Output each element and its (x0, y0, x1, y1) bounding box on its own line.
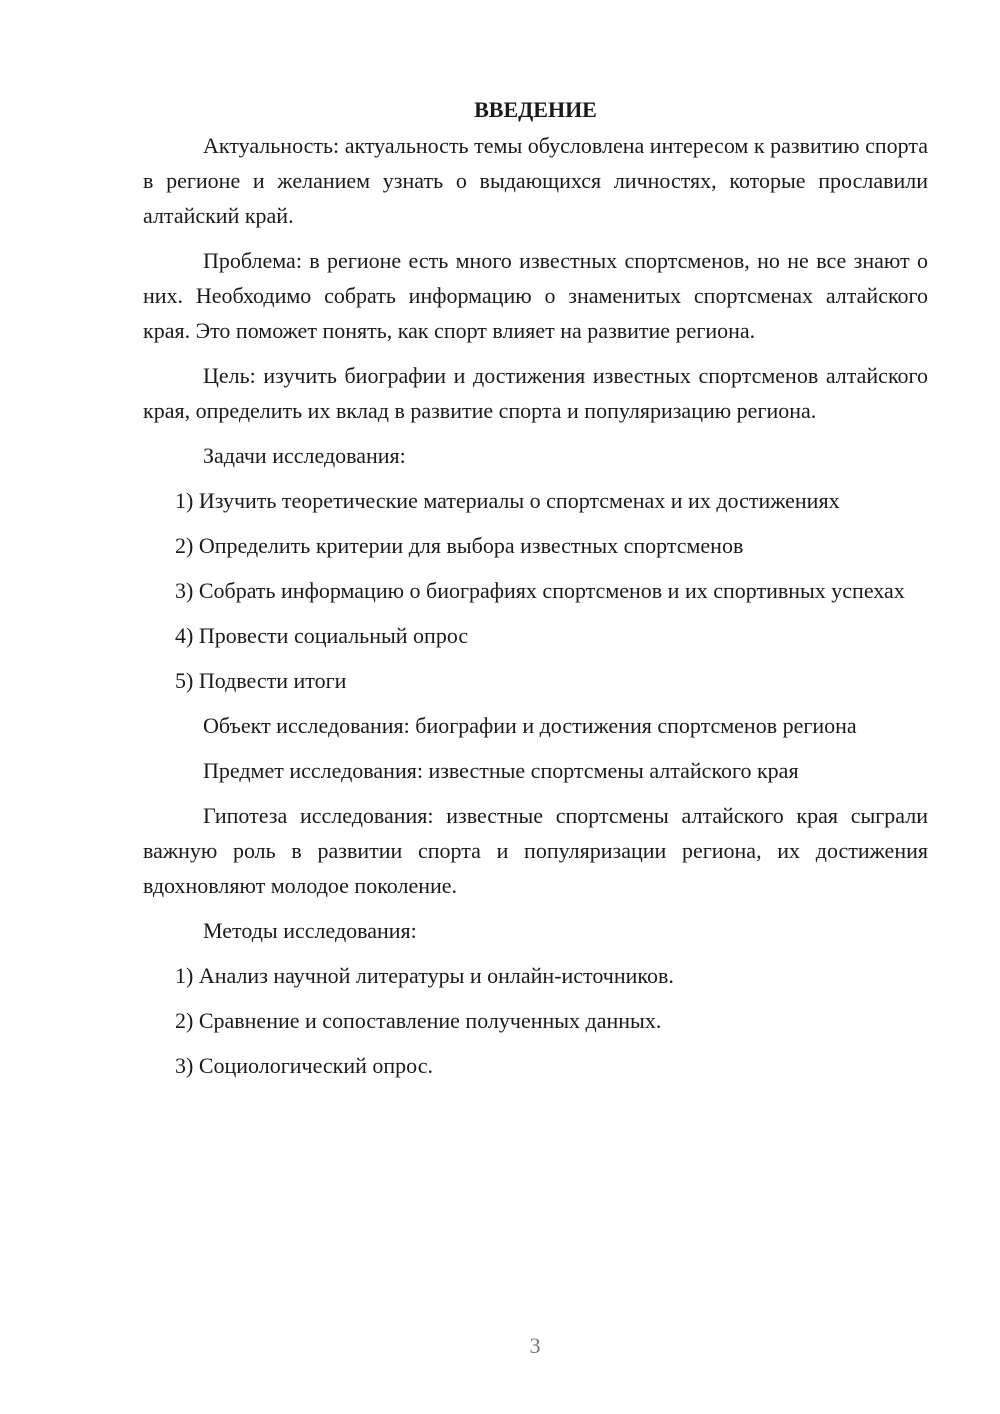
task-item: 3) Собрать информацию о биографиях спортсменов и их спортивных успехах (175, 578, 905, 603)
relevance-paragraph: Актуальность: актуальность темы обусловлена интересом к развитию спорта в регионе и желанием узнать о выдающихся личностях, которые прославили алтайский край. (143, 133, 928, 228)
task-item: 1) Изучить теоретические материалы о спортсменах и их достижениях (175, 488, 840, 513)
method-item: 1) Анализ научной литературы и онлайн-источников. (175, 963, 674, 988)
page-content (143, 92, 928, 1093)
goal-paragraph: Цель: изучить биографии и достижения известных спортсменов алтайского края, определить их вклад в развитие спорта и популяризацию региона. (143, 363, 928, 423)
subject-paragraph: Предмет исследования: известные спортсмены алтайского края (203, 758, 799, 783)
methods-heading: Методы исследования: (203, 918, 417, 943)
task-item: 5) Подвести итоги (175, 668, 347, 693)
task-item: 4) Провести социальный опрос (175, 623, 469, 648)
method-item: 2) Сравнение и сопоставление полученных данных. (175, 1008, 662, 1033)
task-item: 2) Определить критерии для выбора известных спортсменов (175, 533, 744, 558)
page-number: 3 (529, 1333, 541, 1358)
section-title: ВВЕДЕНИЕ (474, 97, 597, 122)
problem-paragraph: Проблема: в регионе есть много известных спортсменов, но не все знают о них. Необходимо собрать информацию о знаменитых спортсменах алтайского края. Это поможет понять, как спорт влияет на развитие региона. (143, 248, 928, 343)
method-item: 3) Социологический опрос. (175, 1053, 433, 1078)
object-paragraph: Объект исследования: биографии и достижения спортсменов региона (203, 713, 857, 738)
tasks-heading: Задачи исследования: (203, 443, 406, 468)
hypothesis-paragraph: Гипотеза исследования: известные спортсмены алтайского края сыграли важную роль в развитии спорта и популяризации региона, их достижения вдохновляют молодое поколение. (143, 803, 928, 898)
